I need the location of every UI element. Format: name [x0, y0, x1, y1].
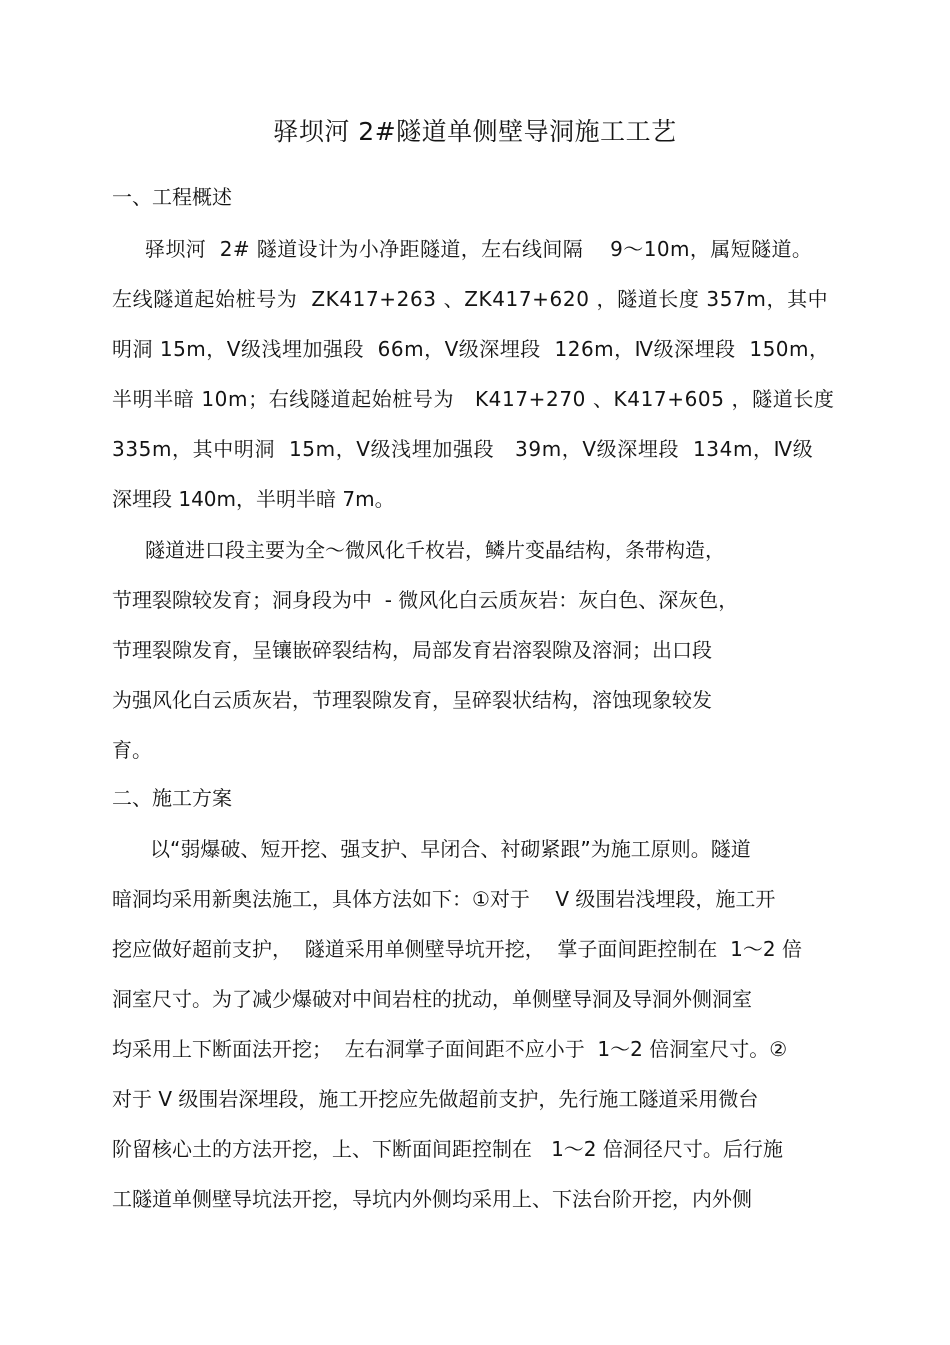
paragraph-line: 暗洞均采用新奥法施工，具体方法如下：①对于 Ⅴ 级围岩浅埋段，施工开 [112, 887, 776, 911]
paragraph-line: 半明半暗 10m；右线隧道起始桩号为 K417+270 、K417+605 ，隧道长度 [112, 387, 835, 411]
paragraph-line: 挖应做好超前支护， 隧道采用单侧壁导坑开挖， 掌子面间距控制在 1～2 倍 [112, 937, 802, 961]
document-title: 驿坝河 2#隧道单侧壁导洞施工工艺 [273, 117, 677, 146]
paragraph-line: 335m，其中明洞 15m，Ⅴ级浅埋加强段 39m，Ⅴ级深埋段 134m，Ⅳ级 [112, 437, 814, 461]
paragraph-line: 节理裂隙发育，呈镶嵌碎裂结构，局部发育岩溶裂隙及溶洞；出口段 [112, 638, 712, 662]
paragraph-line: 工隧道单侧壁导坑法开挖，导坑内外侧均采用上、下法台阶开挖，内外侧 [112, 1187, 752, 1211]
paragraph-line: 阶留核心土的方法开挖，上、下断面间距控制在 1～2 倍洞径尺寸。后行施 [112, 1137, 783, 1161]
paragraph-line: 以“弱爆破、短开挖、强支护、早闭合、衬砌紧跟”为施工原则。隧道 [150, 837, 751, 861]
paragraph-line: 育。 [112, 738, 152, 762]
section-heading-overview: 一、工程概述 [112, 185, 232, 209]
paragraph-line: 均采用上下断面法开挖； 左右洞掌子面间距不应小于 1～2 倍洞室尺寸。② [112, 1037, 788, 1061]
paragraph-line: 隧道进口段主要为全～微风化千枚岩，鳞片变晶结构，条带构造， [145, 538, 725, 562]
paragraph-line: 明洞 15m，Ⅴ级浅埋加强段 66m，Ⅴ级深埋段 126m，Ⅳ级深埋段 150m， [112, 337, 830, 361]
paragraph-line: 为强风化白云质灰岩，节理裂隙发育，呈碎裂状结构，溶蚀现象较发 [112, 688, 712, 712]
paragraph-line: 左线隧道起始桩号为 ZK417+263 、ZK417+620 ，隧道长度 357m，其中 [112, 287, 829, 311]
paragraph-line: 驿坝河 2# 隧道设计为小净距隧道，左右线间隔 9～10m，属短隧道。 [145, 237, 813, 261]
paragraph-line: 洞室尺寸。为了减少爆破对中间岩柱的扰动，单侧壁导洞及导洞外侧洞室 [112, 987, 752, 1011]
paragraph-line: 对于 Ⅴ 级围岩深埋段，施工开挖应先做超前支护，先行施工隧道采用微台 [112, 1087, 759, 1111]
section-heading-plan: 二、施工方案 [112, 786, 232, 810]
paragraph-line: 深埋段 140m，半明半暗 7m。 [112, 487, 395, 511]
paragraph-line: 节理裂隙较发育；洞身段为中 - 微风化白云质灰岩：灰白色、深灰色， [112, 588, 739, 612]
